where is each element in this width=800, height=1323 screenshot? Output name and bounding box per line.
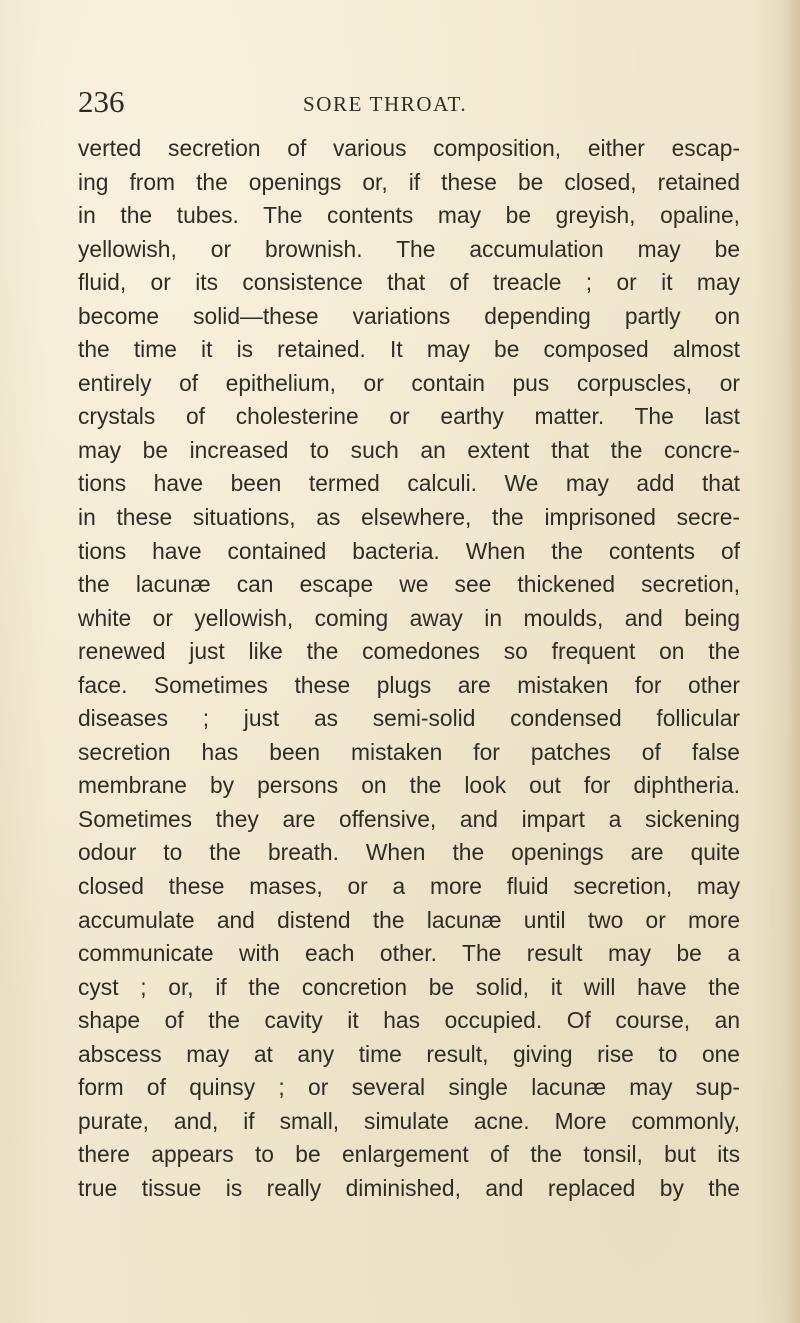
text-line: cyst ; or, if the concretion be solid, it will have the xyxy=(78,973,740,1000)
text-line: there appears to be enlargement of the tonsil, but its xyxy=(78,1141,740,1168)
text-line: shape of the cavity it has occupied. Of course, an xyxy=(78,1007,740,1034)
text-line: ing from the openings or, if these be closed, retained xyxy=(78,168,740,195)
page-edge-shadow xyxy=(786,0,800,1323)
text-line: face. Sometimes these plugs are mistaken for other xyxy=(78,671,740,698)
text-line: entirely of epithelium, or contain pus corpuscles, or xyxy=(78,369,740,396)
text-line: tions have contained bacteria. When the contents of xyxy=(78,537,740,564)
text-line: fluid, or its consistence that of treacle ; or it may xyxy=(78,269,740,296)
text-line: may be increased to such an extent that the concre- xyxy=(78,436,740,463)
text-line: secretion has been mistaken for patches of false xyxy=(78,738,740,765)
text-line: accumulate and distend the lacunæ until two or more xyxy=(78,906,740,933)
text-line: verted secretion of various composition, either escap- xyxy=(78,135,740,161)
running-head xyxy=(78,82,722,122)
text-line: in the tubes. The contents may be greyish, opaline, xyxy=(78,202,740,229)
text-line: tions have been termed calculi. We may add that xyxy=(78,470,740,497)
text-line: purate, and, if small, simulate acne. More commonly, xyxy=(78,1107,740,1134)
text-line: true tissue is really diminished, and replaced by the xyxy=(78,1174,740,1201)
text-line: the lacunæ can escape we see thickened secretion, xyxy=(78,571,740,598)
text-line: Sometimes they are offensive, and impart a sickening xyxy=(78,805,740,832)
page-number: 236 xyxy=(78,84,125,119)
text-line: membrane by persons on the look out for diphtheria. xyxy=(78,772,740,799)
text-line: closed these mases, or a more fluid secretion, may xyxy=(78,873,740,900)
text-line: odour to the breath. When the openings are quite xyxy=(78,839,740,866)
body-text xyxy=(78,132,740,1206)
text-line: form of quinsy ; or several single lacunæ may sup- xyxy=(78,1074,740,1101)
text-line: yellowish, or brownish. The accumulation may be xyxy=(78,235,740,262)
text-line: white or yellowish, coming away in moulds, and being xyxy=(78,604,740,631)
text-line: renewed just like the comedones so frequent on the xyxy=(78,638,740,665)
text-line: become solid—these variations depending partly on xyxy=(78,302,740,329)
running-title: SORE THROAT. xyxy=(303,92,468,116)
text-line: diseases ; just as semi-solid condensed follicular xyxy=(78,705,740,732)
text-line: crystals of cholesterine or earthy matter. The last xyxy=(78,403,740,430)
text-line: the time it is retained. It may be composed almost xyxy=(78,336,740,363)
text-line: abscess may at any time result, giving rise to one xyxy=(78,1040,740,1067)
text-line: communicate with each other. The result may be a xyxy=(78,940,740,967)
text-line: in these situations, as elsewhere, the imprisoned secre- xyxy=(78,504,740,531)
